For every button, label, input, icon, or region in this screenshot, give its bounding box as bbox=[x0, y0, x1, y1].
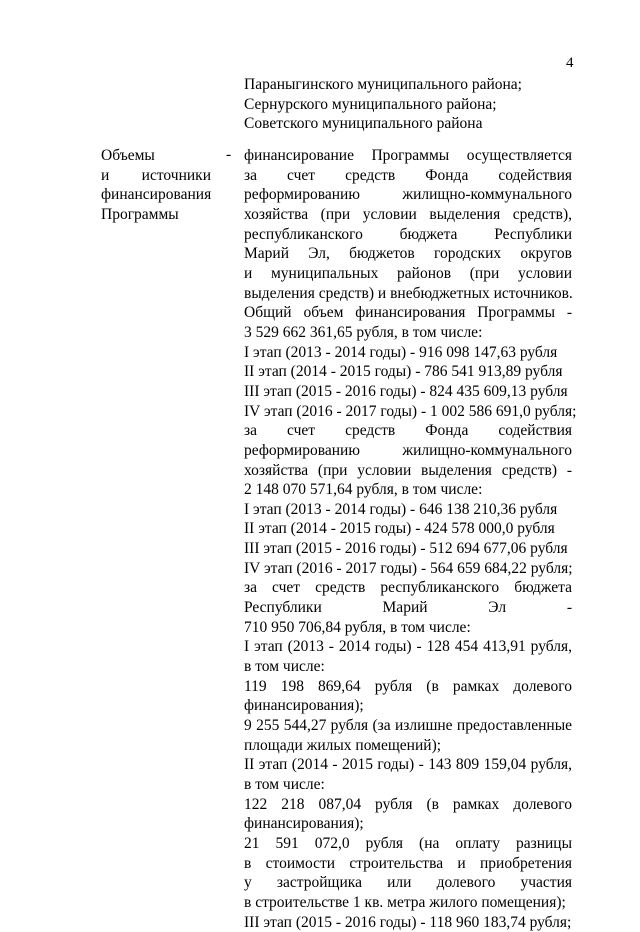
content-line: 9 255 544,27 рубля (за излишне предоставленные bbox=[244, 717, 572, 735]
content-line: Общий объем финансирования Программы - bbox=[244, 304, 572, 322]
content-line: финансирование Программы осуществляется bbox=[244, 147, 572, 164]
content-line: Республики Марий Эл - bbox=[244, 599, 572, 617]
content-line: за счет средств Фонда содействия bbox=[244, 166, 572, 184]
section-label bbox=[101, 146, 233, 224]
content-line: 122 218 087,04 рубля (в рамках долевого bbox=[244, 795, 572, 813]
content-line: и муниципальных районов (при условии bbox=[244, 264, 572, 282]
content-line: республиканского бюджета Республики bbox=[244, 225, 572, 243]
content-line: III этап (2015 - 2016 годы) - 512 694 677,06 рубля bbox=[244, 540, 568, 558]
label-dash: - bbox=[226, 146, 232, 163]
content-line: Марий Эл, бюджетов городских округов bbox=[244, 245, 572, 263]
content-line: IV этап (2016 - 2017 годы) - 564 659 684,22 рубля; bbox=[244, 559, 573, 577]
content-line: 710 950 706,84 рубля, в том числе: bbox=[244, 618, 471, 636]
content-line: финансирования); bbox=[244, 697, 364, 715]
section-label-line: Объемы bbox=[101, 147, 155, 164]
content-line: 119 198 869,64 рубля (в рамках долевого bbox=[244, 677, 572, 695]
content-line: в стоимости строительства и приобретения bbox=[244, 854, 572, 872]
content-line: в том числе: bbox=[244, 658, 325, 676]
section-label-line: и источники bbox=[101, 166, 211, 184]
content-line: II этап (2014 - 2015 годы) - 143 809 159,04 рубля, bbox=[244, 756, 572, 774]
intro-line: Сернурского муниципального района; bbox=[244, 95, 497, 113]
content-line: реформированию жилищно-коммунального bbox=[244, 186, 572, 204]
content-line: реформированию жилищно-коммунального bbox=[244, 441, 572, 459]
content-line: в строительстве 1 кв. метра жилого помещения); bbox=[244, 893, 566, 911]
financing-description bbox=[244, 146, 577, 932]
content-line: III этап (2015 - 2016 годы) - 118 960 183,74 рубля; bbox=[244, 913, 572, 931]
content-line: в том числе: bbox=[244, 776, 325, 793]
content-line: 3 529 662 361,65 рубля, в том числе: bbox=[244, 323, 483, 341]
content-line: выделения средств) и внебюджетных источников. bbox=[244, 284, 573, 302]
content-line: за счет средств республиканского бюджета bbox=[244, 579, 572, 597]
content-line: I этап (2013 - 2014 годы) - 916 098 147,63 рубля bbox=[244, 343, 558, 361]
content-line: площади жилых помещений); bbox=[244, 736, 442, 754]
page-number: 4 bbox=[566, 55, 574, 71]
content-line: II этап (2014 - 2015 годы) - 786 541 913,89 рубля bbox=[244, 363, 563, 381]
section-label-line: финансирования bbox=[101, 186, 212, 203]
content-line: 2 148 070 571,64 рубля, в том числе: bbox=[244, 481, 483, 499]
intro-district-list bbox=[244, 75, 574, 134]
content-line: финансирования); bbox=[244, 815, 364, 833]
content-line: I этап (2013 - 2014 годы) - 128 454 413,91 рубля, bbox=[244, 638, 572, 656]
intro-line: Советского муниципального района bbox=[244, 115, 483, 132]
content-line: 21 591 072,0 рубля (на оплату разницы bbox=[244, 834, 572, 852]
content-line: хозяйства (при условии выделения средств), bbox=[244, 205, 572, 223]
content-line: I этап (2013 - 2014 годы) - 646 138 210,36 рубля bbox=[244, 500, 558, 518]
section-label-line: Программы bbox=[101, 205, 179, 223]
intro-line: Параныгинского муниципального района; bbox=[244, 76, 522, 93]
content-line: IV этап (2016 - 2017 годы) - 1 002 586 691,0 рубля; bbox=[244, 402, 577, 420]
content-line: у застройщика или долевого участия bbox=[244, 874, 572, 892]
content-line: за счет средств Фонда содействия bbox=[244, 422, 572, 440]
content-line: III этап (2015 - 2016 годы) - 824 435 609,13 рубля bbox=[244, 382, 568, 400]
content-line: хозяйства (при условии выделения средств) - bbox=[244, 461, 572, 479]
content-line: II этап (2014 - 2015 годы) - 424 578 000,0 рубля bbox=[244, 520, 555, 538]
